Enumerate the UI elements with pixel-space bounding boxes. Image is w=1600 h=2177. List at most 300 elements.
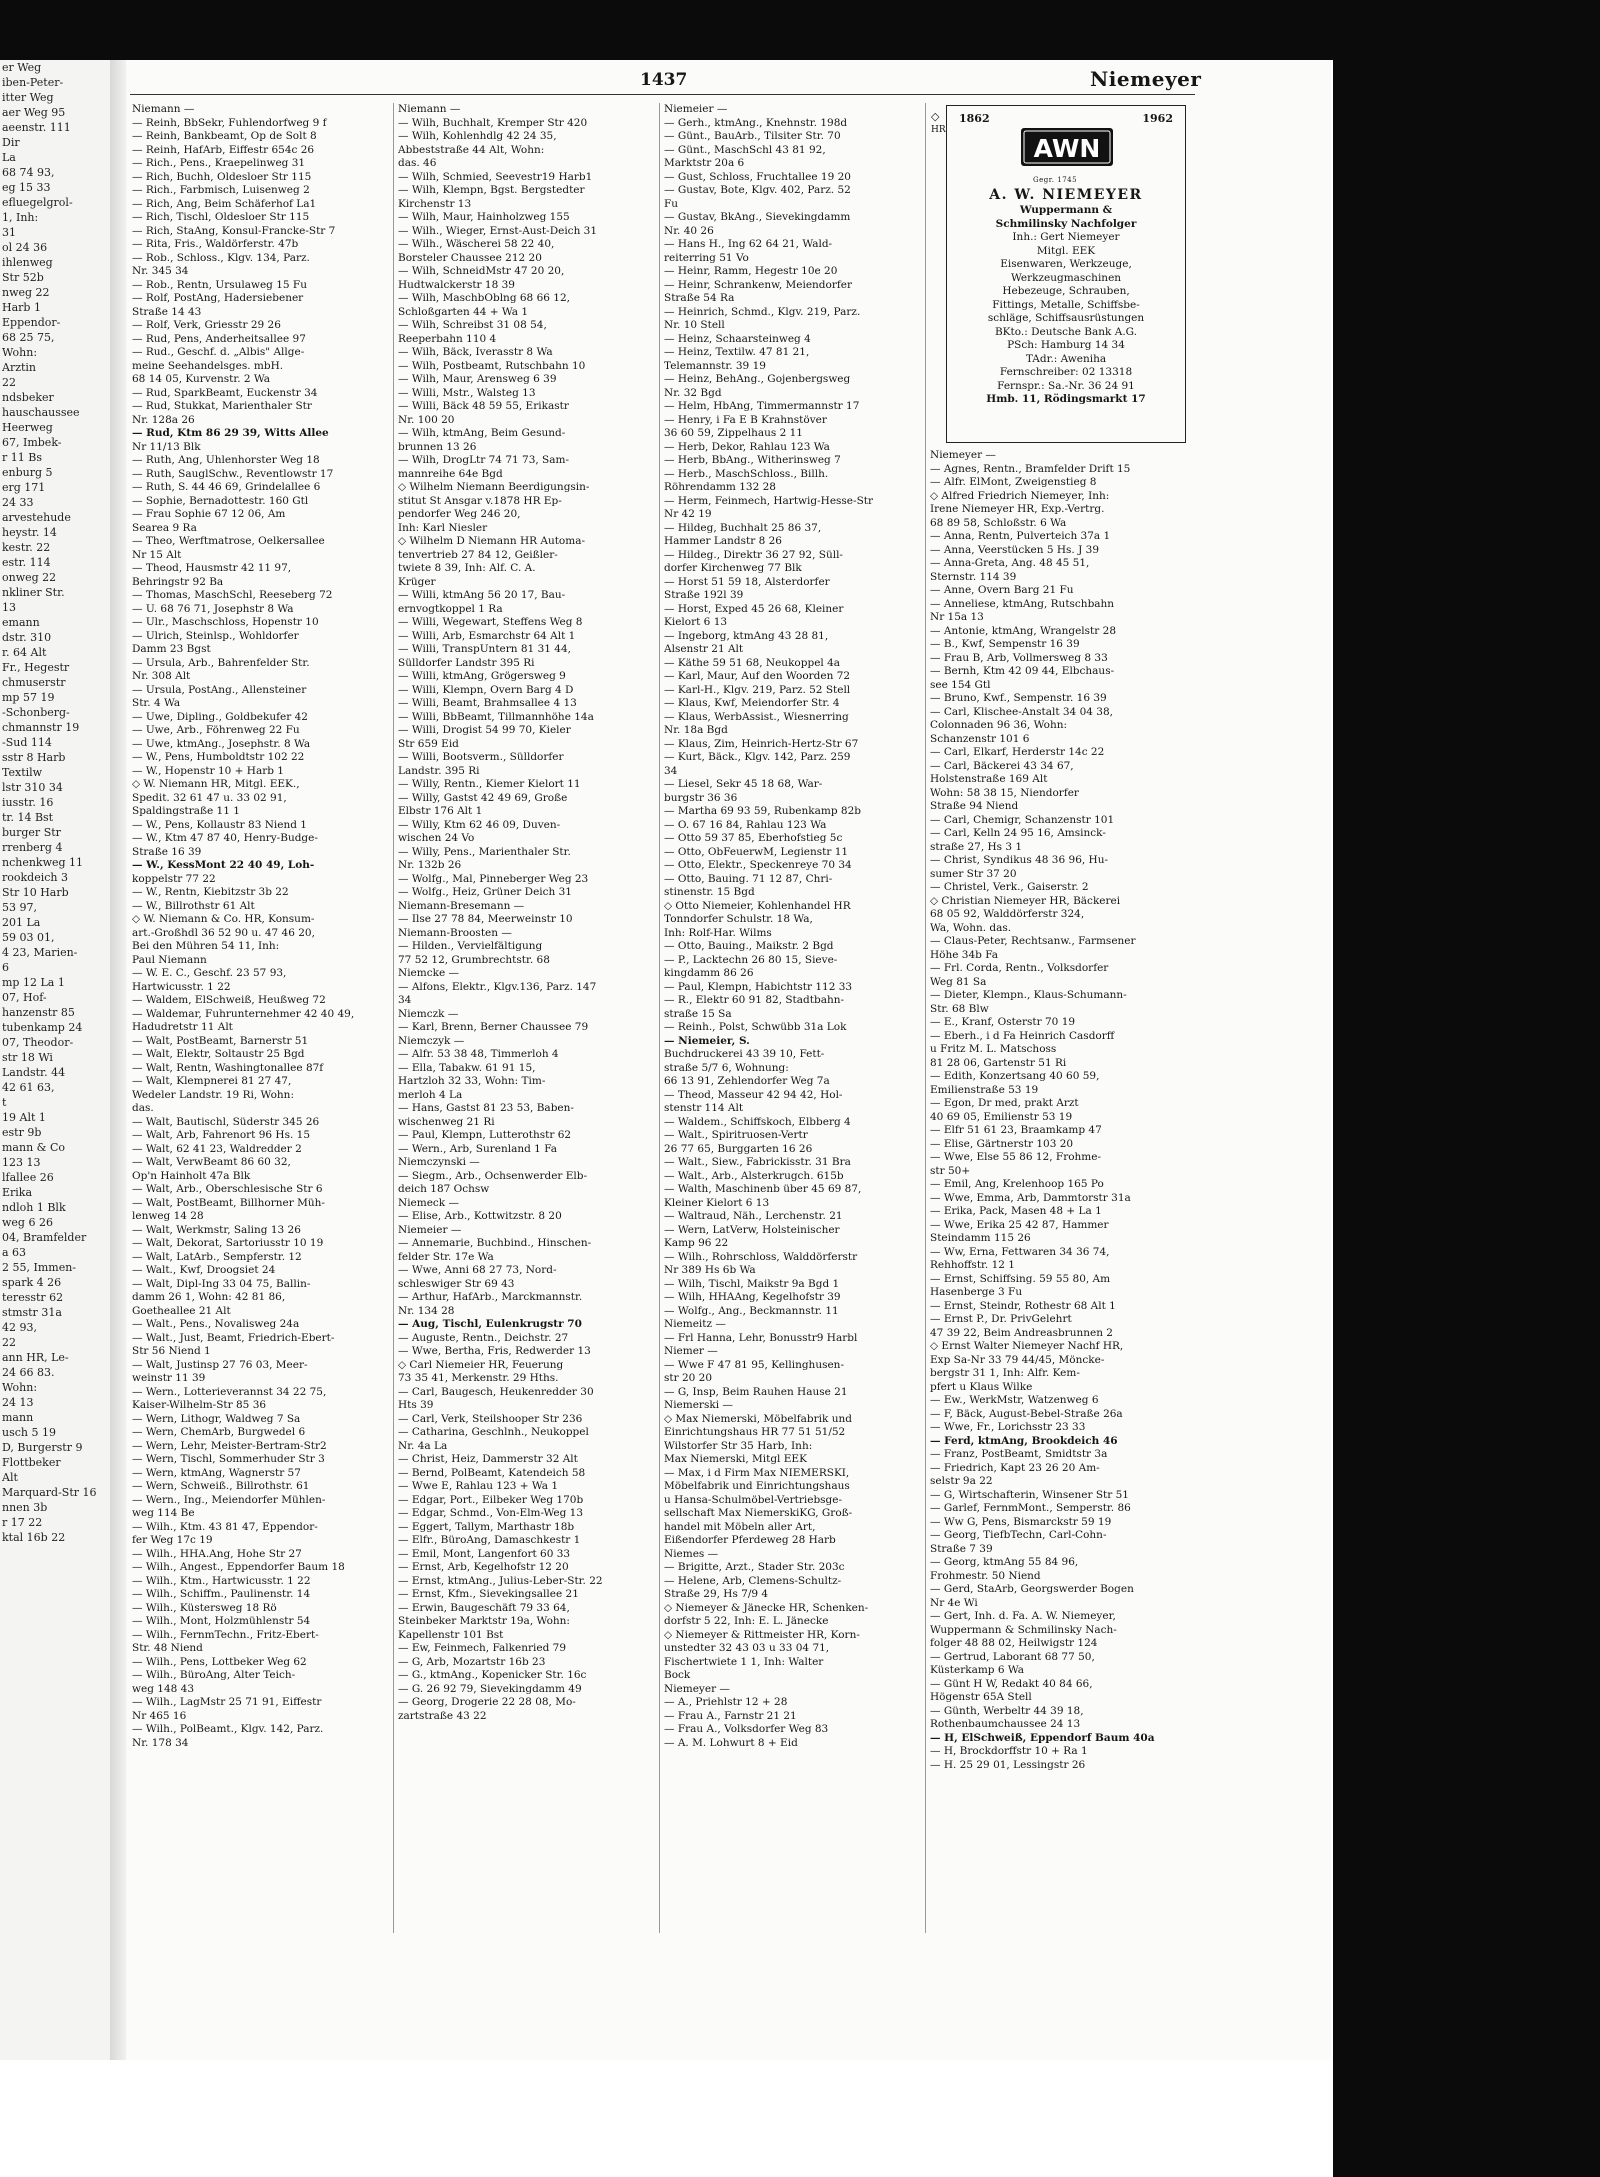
directory-entry: Kapellenstr 101 Bst (398, 1628, 504, 1641)
directory-entry: — Wolfg., Mal, Pinneberger Weg 23 (398, 872, 589, 885)
directory-entry: — Wwe, Erika 25 42 87, Hammer (930, 1218, 1109, 1231)
directory-entry: 40 69 05, Emilienstr 53 19 (930, 1110, 1073, 1123)
directory-entry: — Ernst, Schiffsing. 59 55 80, Am (930, 1272, 1111, 1285)
directory-entry: Niemann — (132, 103, 195, 115)
directory-entry: Nr 465 16 (132, 1709, 187, 1722)
directory-entry: Niemann-Bresemann — (398, 899, 525, 912)
directory-entry: — Willy, Pens., Marienthaler Str. (398, 845, 571, 858)
directory-entry: — E., Kranf, Osterstr 70 19 (930, 1016, 1076, 1028)
directory-entry: Nr 42 19 (664, 508, 712, 520)
column-separator (925, 103, 926, 1933)
directory-entry: — Willi, Klempn, Overn Barg 4 D (398, 683, 574, 696)
prev-page-line: erg 171 (2, 481, 46, 494)
directory-entry: ◇ Carl Niemeier HR, Feuerung (398, 1358, 564, 1371)
prev-page-line: mp 12 La 1 (2, 976, 65, 989)
directory-entry: — Hildeg, Buchhalt 25 86 37, (664, 521, 822, 534)
directory-entry: — Rich, StaAng, Konsul-Francke-Str 7 (132, 224, 336, 237)
directory-entry: Schloßgarten 44 + Wa 1 (398, 305, 529, 318)
directory-entry: weg 148 43 (132, 1682, 195, 1695)
directory-entry: — Frl Hanna, Lehr, Bonusstr9 Harbl (664, 1331, 858, 1344)
directory-entry: ◇ W. Niemann & Co. HR, Konsum- (132, 913, 315, 925)
directory-entry: — Klaus, WerbAssist., Wiesnerring (664, 710, 849, 723)
directory-entry: art.-Großhdl 36 52 90 u. 47 46 20, (132, 926, 315, 939)
directory-entry: Hartzloh 32 33, Wohn: Tim- (398, 1075, 546, 1087)
prev-page-line: aeenstr. 111 (2, 121, 71, 134)
directory-entry: — Ruth, SauglSchw., Reventlowstr 17 (132, 467, 334, 480)
directory-entry: Straße 16 39 (132, 845, 202, 858)
directory-entry: 68 14 05, Kurvenstr. 2 Wa (132, 373, 271, 385)
directory-entry: Hadudretstr 11 Alt (132, 1021, 233, 1033)
directory-entry: — Rud, Pens, Anderheitsallee 97 (132, 332, 306, 345)
directory-entry: Steinbeker Marktstr 19a, Wohn: (398, 1615, 570, 1627)
directory-entry: — Henry, i Fa E B Krahnstöver (664, 413, 827, 426)
directory-entry: — Bernh, Ktm 42 09 44, Elbchaus- (930, 665, 1115, 677)
directory-entry: — Reinh, HafArb, Eiffestr 654c 26 (132, 143, 315, 156)
prev-page-line: t (2, 1096, 7, 1109)
prev-page-line: Str 52b (2, 271, 44, 284)
directory-entry: — Gert, Inh. d. Fa. A. W. Niemeyer, (930, 1610, 1116, 1622)
prev-page-line: dstr. 310 (2, 631, 52, 644)
directory-entry: das. (132, 1102, 154, 1114)
header-rule (130, 94, 1195, 95)
prev-page-line: estr 9b (2, 1126, 42, 1139)
prev-page-line: ndsbeker (2, 391, 54, 404)
directory-entry: Searea 9 Ra (132, 521, 197, 534)
directory-entry: — Wolfg., Heiz, Grüner Deich 31 (398, 886, 572, 898)
directory-entry: stitut St Ansgar v.1878 HR Ep- (398, 494, 562, 507)
prev-page-line: burger Str (2, 826, 61, 839)
directory-entry: — Max, i d Firm Max NIEMERSKI, (664, 1466, 850, 1479)
prev-page-line: Heerweg (2, 421, 53, 434)
directory-entry: — Ella, Tabakw. 61 91 15, (398, 1061, 536, 1074)
directory-entry: see 154 Gtl (930, 678, 991, 691)
directory-entry: — Frl. Corda, Rentn., Volksdorfer (930, 962, 1109, 974)
directory-entry: — Karl, Brenn, Berner Chaussee 79 (398, 1021, 589, 1033)
directory-entry: — Anneliese, ktmAng, Rutschbahn (930, 597, 1115, 610)
directory-entry: — Garlef, FernmMont., Semperstr. 86 (930, 1502, 1131, 1514)
directory-entry: str 20 20 (664, 1372, 713, 1384)
directory-entry: — Wilh., Rohrschloss, Walddörferstr (664, 1250, 858, 1263)
directory-entry: — Helm, HbAng, Timmermannstr 17 (664, 400, 860, 412)
directory-column-4 (930, 103, 1192, 2053)
directory-entry: weinstr 11 39 (132, 1372, 206, 1384)
directory-entry: u Fritz M. L. Matschoss (930, 1043, 1057, 1055)
directory-entry: — Rolf, Verk, Griesstr 29 26 (132, 319, 281, 331)
directory-entry: — Ernst, Steindr, Rothestr 68 Alt 1 (930, 1299, 1116, 1312)
prev-page-line: 53 97, (2, 901, 37, 914)
directory-entry: — Heinz, Schaarsteinweg 4 (664, 332, 811, 345)
directory-entry: — W., Ktm 47 87 40, Henry-Budge- (132, 832, 318, 844)
directory-entry: — Uwe, ktmAng., Josephstr. 8 Wa (132, 737, 311, 750)
directory-entry: — Gertrud, Laborant 68 77 50, (930, 1650, 1095, 1663)
directory-entry: Frohmestr. 50 Niend (930, 1569, 1041, 1582)
ad-address: Hmb. 11, Rödingsmarkt 17 (986, 393, 1146, 405)
prev-page-line: 4 23, Marien- (2, 946, 78, 959)
prev-page-line: aer Weg 95 (2, 106, 66, 119)
ad-line: schläge, Schiffsausrüstungen (987, 312, 1145, 324)
directory-entry: — Wilh., Wäscherei 58 22 40, (398, 238, 555, 250)
directory-entry: Telemannstr. 39 19 (664, 359, 766, 372)
directory-entry: — Eberh., i d Fa Heinrich Casdorff (930, 1029, 1115, 1042)
directory-entry: — Emil, Mont, Langenfort 60 33 (398, 1547, 571, 1560)
directory-entry: Niemcke — (398, 967, 460, 979)
directory-entry: Weg 81 Sa (930, 975, 987, 988)
directory-entry: Krüger (398, 575, 436, 588)
directory-entry: — Herm, Feinmech, Hartwig-Hesse-Str (664, 494, 874, 507)
directory-entry: ◇ Niemeyer & Jänecke HR, Schenken- (664, 1601, 869, 1614)
directory-entry: — Ilse 27 78 84, Meerweinstr 10 (398, 913, 573, 925)
directory-entry: — Hilden., Vervielfältigung (398, 940, 543, 952)
directory-entry: — Frau B, Arb, Vollmersweg 8 33 (930, 651, 1108, 664)
prev-page-line: iusstr. 16 (2, 796, 54, 809)
directory-entry: — Alfons, Elektr., Klgv.136, Parz. 147 (398, 980, 597, 993)
directory-entry: brunnen 13 26 (398, 440, 477, 453)
prev-page-line: str 18 Wi (2, 1051, 53, 1064)
directory-entry: 77 52 12, Grumbrechtstr. 68 (398, 953, 550, 966)
prev-page-line: 6 (2, 961, 9, 974)
ad-body (951, 186, 1181, 407)
directory-entry: Hammer Landstr 8 26 (664, 535, 782, 547)
directory-entry: — Theod, Hausmstr 42 11 97, (132, 562, 292, 574)
diamond-icon: ◇ (931, 110, 940, 123)
prev-page-line: lfallee 26 (2, 1171, 54, 1184)
prev-page-line: 2 55, Immen- (2, 1261, 77, 1274)
directory-entry: Wohn: 58 38 15, Niendorfer (930, 786, 1079, 799)
directory-entry: — Claus-Peter, Rechtsanw., Farmsener (930, 935, 1136, 947)
directory-entry: — Wwe, Bertha, Fris, Redwerder 13 (398, 1345, 591, 1357)
directory-entry: — Edgar, Port., Eilbeker Weg 170b (398, 1493, 584, 1506)
directory-entry: — Wilh., Ktm. 43 81 47, Eppendor- (132, 1520, 318, 1533)
directory-entry: Niemeitz — (664, 1318, 726, 1330)
directory-entry: Kamp 96 22 (664, 1237, 729, 1249)
directory-entry: — Käthe 59 51 68, Neukoppel 4a (664, 656, 841, 669)
prev-page-line: rrenberg 4 (2, 841, 63, 854)
prev-page-line: 07, Hof- (2, 991, 47, 1004)
directory-entry: — Ew., WerkMstr, Watzenweg 6 (930, 1394, 1099, 1406)
directory-entry: — Elfr., BüroAng, Damaschkestr 1 (398, 1534, 581, 1546)
directory-entry: — Walt, PostBeamt, Billhorner Müh- (132, 1196, 325, 1209)
prev-page-line: lstr 310 34 (2, 781, 63, 794)
directory-entry: — Wwe F 47 81 95, Kellinghusen- (664, 1358, 844, 1371)
directory-entry: — Arthur, HafArb., Marckmannstr. (398, 1291, 583, 1303)
directory-entry: — Rud, SparkBeamt, Euckenstr 34 (132, 386, 318, 399)
directory-entry: — Walt, LatArb., Sempferstr. 12 (132, 1250, 302, 1263)
directory-entry: — Walt, Rentn, Washingtonallee 87f (132, 1061, 324, 1074)
directory-entry: — Wilh., PolBeamt., Klgv. 142, Parz. (132, 1723, 324, 1735)
directory-entry: — Willi, TranspUntern 81 31 44, (398, 643, 571, 655)
directory-entry: — Ernst, Kfm., Sievekingsallee 21 (398, 1588, 579, 1600)
prev-page-line: ann HR, Le- (2, 1351, 69, 1364)
directory-entry: — Wwe, Anni 68 27 73, Nord- (398, 1264, 557, 1276)
directory-entry: — Wilh., Wieger, Ernst-Aust-Deich 31 (398, 224, 598, 237)
directory-entry: — Günt., BauArb., Tilsiter Str. 70 (664, 130, 841, 142)
directory-entry: mannreihe 64e Bgd (398, 467, 503, 480)
directory-entry: — Wilh., Küstersweg 18 Rö (132, 1601, 277, 1614)
directory-entry: Niemann — (398, 103, 461, 115)
prev-page-line: 24 66 83. (2, 1366, 55, 1379)
directory-entry: Niemann-Broosten — (398, 926, 512, 939)
directory-entry: — Georg, Drogerie 22 28 08, Mo- (398, 1696, 576, 1708)
directory-entry: Nr. 10 Stell (664, 319, 725, 331)
directory-entry: — Heinrich, Schmd., Klgv. 219, Parz. (664, 305, 861, 318)
directory-entry: schleswiger Str 69 43 (398, 1277, 515, 1290)
directory-entry: — Rich, Tischl, Oldesloer Str 115 (132, 211, 310, 223)
directory-entry: — G, Insp, Beim Rauhen Hause 21 (664, 1385, 848, 1398)
directory-entry: — Uwe, Dipling., Goldbekufer 42 (132, 710, 308, 723)
directory-entry: — Wilh, Maur, Hainholzweg 155 (398, 211, 570, 223)
prev-page-line: 19 Alt 1 (2, 1111, 46, 1124)
directory-entry: — G., ktmAng., Kopenicker Str. 16c (398, 1669, 587, 1681)
directory-entry: Irene Niemeyer HR, Exp.-Vertrg. (930, 503, 1105, 515)
directory-entry: — Elise, Arb., Kottwitzstr. 8 20 (398, 1210, 562, 1222)
column-separator (393, 103, 394, 1933)
directory-entry: burgstr 36 36 (664, 791, 738, 804)
directory-entry: — W., Pens, Kollaustr 83 Niend 1 (132, 818, 307, 831)
directory-entry: Niemeck — (398, 1196, 460, 1209)
prev-page-line: 201 La (2, 916, 41, 929)
directory-entry: — Gerh., ktmAng., Knehnstr. 198d (664, 116, 848, 129)
directory-entry: — Bernd, PolBeamt, Katendeich 58 (398, 1466, 586, 1479)
directory-entry: — A., Priehlstr 12 + 28 (664, 1696, 788, 1708)
hr-marker: HR (931, 125, 946, 135)
directory-entry: Bei den Mühren 54 11, Inh: (132, 940, 280, 952)
directory-entry: ◇ Ernst Walter Niemeyer Nachf HR, (930, 1340, 1124, 1352)
prev-page-line: a 63 (2, 1246, 27, 1259)
directory-entry: — Heinr, Ramm, Hegestr 10e 20 (664, 265, 838, 277)
directory-entry: deich 187 Ochsw (398, 1183, 490, 1195)
directory-entry: das. 46 (398, 157, 437, 169)
prev-page-line: D, Burgerstr 9 (2, 1441, 83, 1454)
directory-entry: — Horst 51 59 18, Alsterdorfer (664, 575, 830, 588)
directory-entry: — Rich, Buchh, Oldesloer Str 115 (132, 170, 312, 183)
directory-entry: Fu (664, 197, 679, 210)
prev-page-line: teresstr 62 (2, 1291, 64, 1304)
directory-entry: Höhe 34b Fa (930, 948, 999, 961)
prev-page-line: Landstr. 44 (2, 1066, 66, 1079)
directory-entry: — Thomas, MaschSchl, Reeseberg 72 (132, 589, 333, 601)
directory-entry: — Willy, Ktm 62 46 09, Duven- (398, 818, 561, 831)
directory-entry: Nr. 132b 26 (398, 859, 462, 871)
directory-entry: — Rud, Stukkat, Marienthaler Str (132, 400, 312, 412)
directory-entry: Reeperbahn 110 4 (398, 332, 497, 345)
prev-page-line: enburg 5 (2, 466, 53, 479)
prev-page-line: Fr., Hegestr (2, 661, 70, 674)
directory-entry: — Hans H., Ing 62 64 21, Wald- (664, 238, 833, 250)
directory-entry: — Wwe, Else 55 86 12, Frohme- (930, 1151, 1102, 1163)
directory-entry: Wa, Wohn. das. (930, 921, 1012, 934)
ad-line: PSch: Hamburg 14 34 (1007, 339, 1125, 351)
directory-entry: — W., Rentn, Kiebitzstr 3b 22 (132, 886, 289, 898)
prev-page-line: r 11 Bs (2, 451, 42, 464)
directory-entry: 66 13 91, Zehlendorfer Weg 7a (664, 1075, 830, 1087)
directory-entry: Hts 39 (398, 1399, 434, 1411)
prev-page-line: iben-Peter- (2, 76, 64, 89)
directory-entry: — Günt H W, Redakt 40 84 66, (930, 1677, 1093, 1690)
directory-entry: 34 (398, 994, 412, 1006)
directory-entry: — Willi, Drogist 54 99 70, Kieler (398, 724, 571, 736)
directory-entry: — Frau A., Farnstr 21 21 (664, 1709, 797, 1722)
directory-entry: — Emil, Ang, Krelenhoop 165 Po (930, 1178, 1104, 1190)
directory-entry: — Wilh., Ktm., Hartwicusstr. 1 22 (132, 1574, 311, 1587)
directory-column-1 (132, 103, 390, 2053)
prev-page-line: tr. 14 Bst (2, 811, 54, 824)
directory-entry: — Ernst, Arb, Kegelhofstr 12 20 (398, 1561, 569, 1573)
directory-entry: wischenweg 21 Ri (398, 1115, 495, 1128)
directory-entry: Röhrendamm 132 28 (664, 481, 776, 493)
directory-entry: — Ingeborg, ktmAng 43 28 81, (664, 629, 829, 642)
directory-entry: handel mit Möbeln aller Art, (664, 1520, 816, 1533)
directory-entry: — Wern, LatVerw, Holsteinischer (664, 1223, 840, 1236)
prev-page-line: Wohn: (2, 346, 38, 359)
directory-entry: — Wilh., LagMstr 25 71 91, Eiffestr (132, 1696, 322, 1708)
awn-logo (1019, 124, 1115, 170)
prev-page-line: 68 25 75, (2, 331, 55, 344)
directory-entry: — Elise, Gärtnerstr 103 20 (930, 1137, 1074, 1150)
directory-entry: — Martha 69 93 59, Rubenkamp 82b (664, 805, 861, 817)
prev-page-line: 67, Imbek- (2, 436, 62, 449)
prev-page-line: nweg 22 (2, 286, 50, 299)
directory-entry: — Heinz, BehAng., Gojenbergsweg (664, 373, 851, 385)
directory-entry: — Wilh., Pens, Lottbeker Weg 62 (132, 1655, 307, 1668)
directory-entry: Tonndorfer Schulstr. 18 Wa, (664, 913, 813, 925)
directory-entry: ◇ Wilhelm D Niemann HR Automa- (398, 535, 586, 547)
prev-page-line: stmstr 31a (2, 1306, 62, 1319)
prev-page-line: Harb 1 (2, 301, 41, 314)
directory-entry: Niemeier — (664, 103, 728, 115)
directory-entry: reiterring 51 Vo (664, 251, 749, 264)
directory-entry: — Wilh., Schiffm., Paulinenstr. 14 (132, 1588, 311, 1600)
directory-entry: Exp Sa-Nr 33 79 44/45, Möncke- (930, 1353, 1105, 1366)
directory-entry: — Anna, Rentn, Pulverteich 37a 1 (930, 530, 1111, 542)
prev-page-line: onweg 22 (2, 571, 57, 584)
directory-entry: Wilstorfer Str 35 Harb, Inh: (664, 1439, 813, 1452)
directory-entry: — Otto, Bauing., Maikstr. 2 Bgd (664, 940, 834, 952)
directory-entry: Goetheallee 21 Alt (132, 1304, 231, 1317)
directory-entry: Straße 192l 39 (664, 589, 744, 601)
directory-entry: Niemeier — (398, 1223, 462, 1236)
directory-entry: Möbelfabrik und Einrichtungshaus (664, 1480, 850, 1492)
directory-entry: — Bruno, Kwf., Sempenstr. 16 39 (930, 692, 1107, 704)
directory-entry: — Catharina, Geschlnh., Neukoppel (398, 1426, 589, 1438)
directory-entry: felder Str. 17e Wa (398, 1250, 494, 1263)
directory-entry: Hudtwalckerstr 18 39 (398, 278, 515, 291)
directory-entry: — Wilh, Schreibst 31 08 54, (398, 319, 547, 331)
directory-entry: — Rita, Fris., Waldörferstr. 47b (132, 238, 299, 250)
directory-entry: — Wern, Lithogr, Waldweg 7 Sa (132, 1412, 301, 1425)
directory-entry: — Dieter, Klempn., Klaus-Schumann- (930, 989, 1127, 1001)
directory-entry: — Willi, Arb, Esmarchstr 64 Alt 1 (398, 629, 576, 642)
directory-entry: — Gust, Schloss, Fruchtallee 19 20 (664, 170, 851, 183)
directory-entry: — Antonie, ktmAng, Wrangelstr 28 (930, 624, 1116, 637)
prev-page-line: 04, Bramfelder (2, 1231, 87, 1244)
directory-entry: Straße 14 43 (132, 305, 202, 318)
directory-entry: selstr 9a 22 (930, 1475, 993, 1487)
directory-entry: Buchdruckerei 43 39 10, Fett- (664, 1048, 825, 1060)
ad-line: BKto.: Deutsche Bank A.G. (994, 325, 1138, 338)
directory-entry: Nr. 100 20 (398, 413, 455, 426)
directory-entry: — Heinr, Schrankenw, Meiendorfer (664, 278, 852, 291)
directory-entry: — Wern., Arb, Surenland 1 Fa (398, 1142, 558, 1155)
directory-entry: — Edgar, Schmd., Von-Elm-Weg 13 (398, 1507, 584, 1519)
directory-entry: — Walt., Spiritruosen-Vertr (664, 1129, 808, 1141)
directory-entry: Rothenbaumchaussee 24 13 (930, 1718, 1081, 1730)
prev-page-line: weg 6 26 (2, 1216, 53, 1229)
directory-entry: — Wolfg., Ang., Beckmannstr. 11 (664, 1304, 839, 1317)
directory-entry: Wedeler Landstr. 19 Ri, Wohn: (132, 1088, 294, 1101)
directory-entry: — G. 26 92 79, Sievekingdamm 49 (398, 1682, 582, 1695)
directory-entry: sellschaft Max NiemerskiKG, Groß- (664, 1507, 853, 1519)
directory-entry: Nr 11/13 Blk (132, 440, 201, 453)
directory-entry: Kielort 6 13 (664, 616, 728, 628)
directory-entry: straße 27, Hs 3 1 (930, 840, 1023, 853)
directory-entry: — R., Elektr 60 91 82, Stadtbahn- (664, 994, 845, 1006)
directory-entry: Nr 15 Alt (132, 548, 182, 561)
directory-entry: — Carl, Elkarf, Herderstr 14c 22 (930, 746, 1105, 758)
directory-entry: — Herb, BbAng., Witherinsweg 7 (664, 454, 841, 466)
directory-entry: — Frau Sophie 67 12 06, Am (132, 508, 286, 520)
directory-entry: — Klaus, Zim, Heinrich-Hertz-Str 67 (664, 737, 859, 750)
directory-entry: Holstenstraße 169 Alt (930, 773, 1048, 785)
directory-entry: — Willi, Beamt, Brahmsallee 4 13 (398, 697, 577, 709)
directory-entry: — W., Hopenstr 10 + Harb 1 (132, 764, 284, 777)
directory-entry: Nr. 32 Bgd (664, 386, 722, 399)
prev-page-line: nchenkweg 11 (2, 856, 84, 869)
prev-page-line: -Schonberg- (2, 706, 70, 719)
directory-entry: — Rich, Ang, Beim Schäferhof La1 (132, 197, 317, 210)
directory-entry: merloh 4 La (398, 1088, 463, 1101)
directory-entry: — Walt, Dekorat, Sartoriusstr 10 19 (132, 1237, 324, 1249)
directory-entry: Niemczynski — (398, 1156, 480, 1168)
directory-entry: — Willi, Bäck 48 59 55, Erikastr (398, 400, 569, 412)
directory-entry: — Agnes, Rentn., Bramfelder Drift 15 (930, 462, 1131, 475)
directory-entry: Colonnaden 96 36, Wohn: (930, 719, 1068, 731)
ad-line: Eisenwaren, Werkzeuge, (1000, 258, 1132, 270)
directory-entry: — Carl, Chemigr, Schanzenstr 101 (930, 813, 1115, 826)
directory-entry: — Rich., Farbmisch, Luisenweg 2 (132, 184, 310, 196)
directory-entry: Paul Niemann (132, 953, 207, 966)
ad-year-founded: 1862 (959, 112, 990, 125)
directory-entry: — Wilh, Postbeamt, Rutschbahn 10 (398, 359, 586, 372)
directory-entry: stinenstr. 15 Bgd (664, 886, 755, 898)
directory-entry: — Erika, Pack, Masen 48 + La 1 (930, 1205, 1102, 1217)
prev-page-line: chmuserstr (2, 676, 66, 689)
directory-entry: ◇ Christian Niemeyer HR, Bäckerei (930, 894, 1121, 907)
prev-page-line: eg 15 33 (2, 181, 51, 194)
directory-entry: dorfer Kirchenweg 77 Blk (664, 562, 802, 574)
directory-entry: — Wilh., Angest., Eppendorfer Baum 18 (132, 1561, 345, 1573)
prev-page-line: mann (2, 1411, 34, 1424)
directory-entry: — Anna, Veerstücken 5 Hs. J 39 (930, 543, 1100, 556)
directory-entry: — Theod, Masseur 42 94 42, Hol- (664, 1088, 843, 1101)
directory-entry: Niemeyer — (664, 1682, 730, 1695)
directory-entry: — Niemeier, S. (664, 1034, 750, 1047)
directory-entry: 81 28 06, Gartenstr 51 Ri (930, 1056, 1067, 1069)
prev-page-line: mp 57 19 (2, 691, 55, 704)
prev-page-line: Textilw (2, 766, 43, 779)
directory-entry: — Wilh, SchneidMstr 47 20 20, (398, 265, 565, 277)
directory-entry: ◇ Alfred Friedrich Niemeyer, Inh: (930, 489, 1110, 502)
prev-page-line: kestr. 22 (2, 541, 51, 554)
directory-entry: — Walt, Elektr, Soltaustr 25 Bgd (132, 1048, 305, 1060)
prev-page-line: tubenkamp 24 (2, 1021, 83, 1034)
directory-entry: — Theo, Werftmatrose, Oelkersallee (132, 535, 325, 547)
directory-entry: Str. 4 Wa (132, 697, 181, 709)
directory-entry: Abbeststraße 44 Alt, Wohn: (398, 143, 545, 156)
directory-entry: Str. 68 Blw (930, 1002, 989, 1015)
directory-entry: — Otto 59 37 85, Eberhofstieg 5c (664, 832, 843, 844)
directory-entry: — Gustav, Bote, Klgv. 402, Parz. 52 (664, 184, 851, 196)
directory-entry: — Karl, Maur, Auf den Woorden 72 (664, 670, 851, 682)
